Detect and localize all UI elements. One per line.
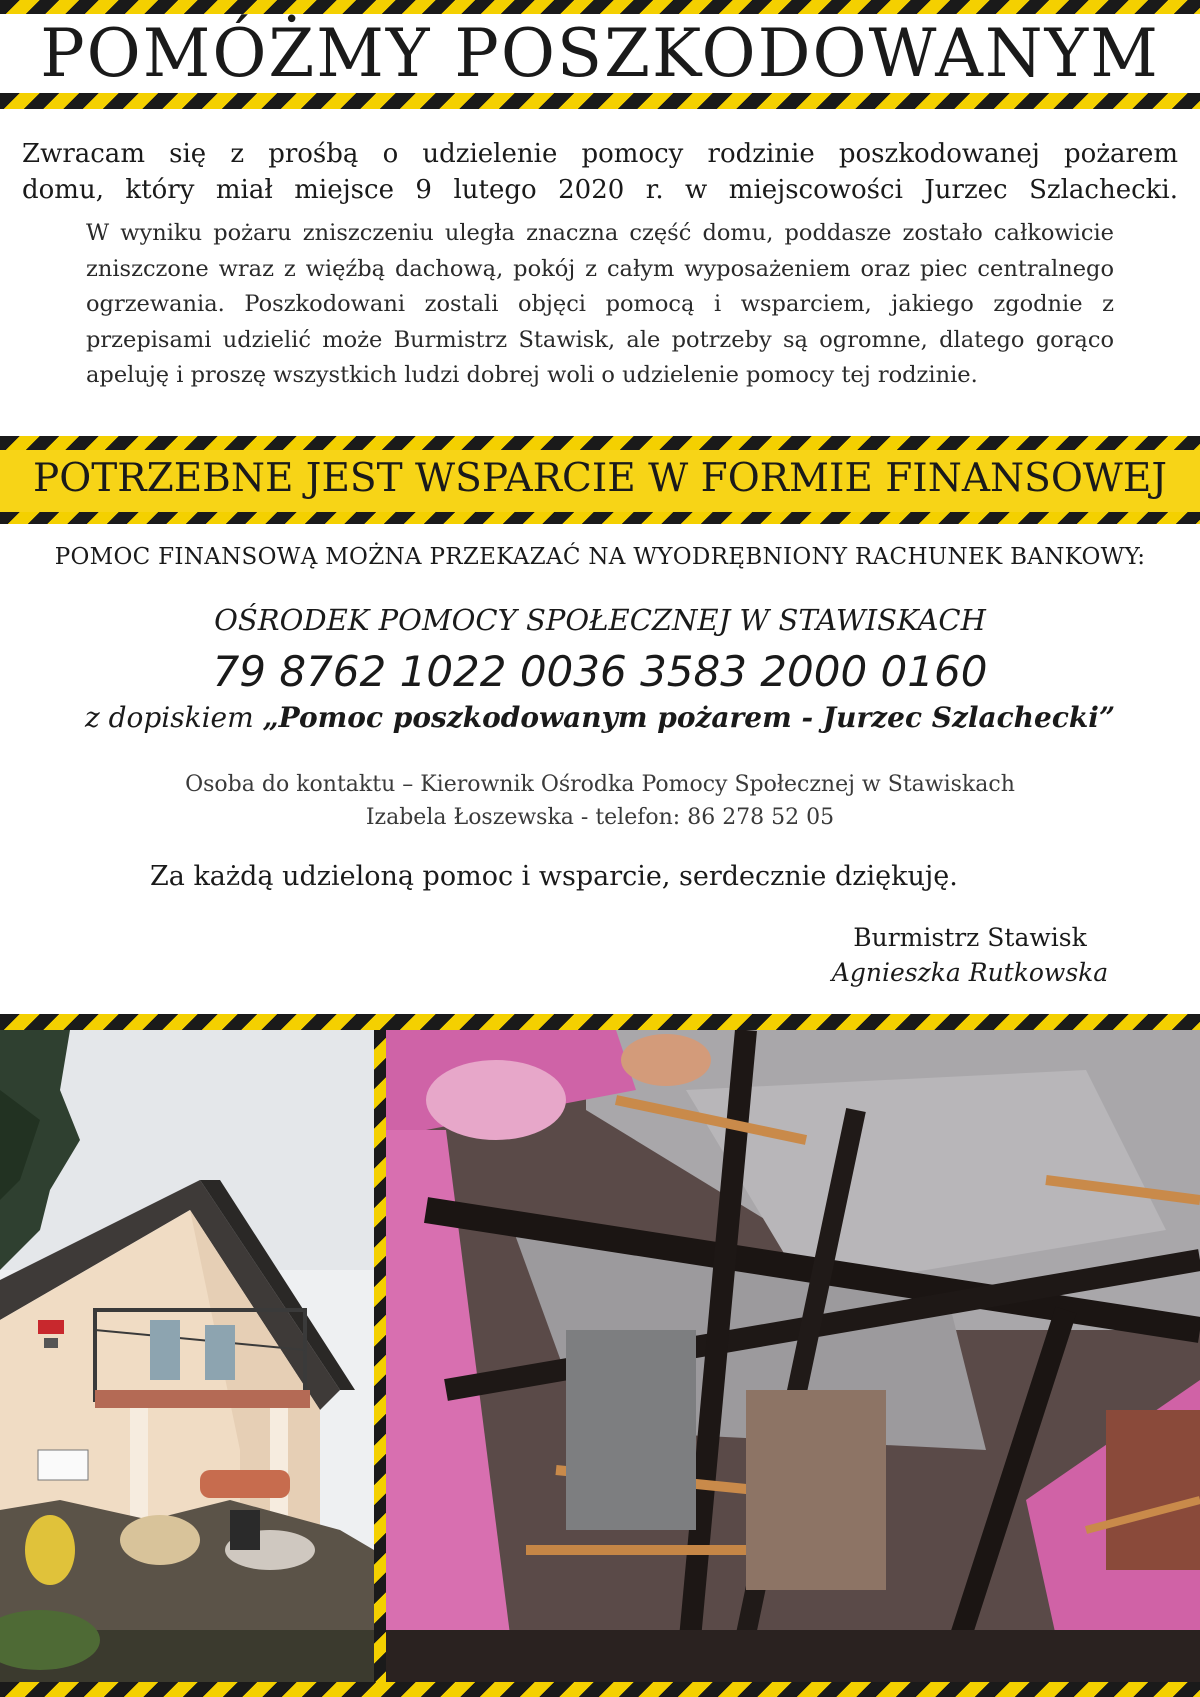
hazard-stripe-band-top — [0, 436, 1200, 450]
thanks-text: Za każdą udzieloną pomoc i wsparcie, serdecznie dziękuję. — [150, 861, 958, 892]
bank-account-number[interactable]: 79 8762 1022 0036 3583 2000 0160 — [212, 647, 988, 696]
hazard-stripe-band-bottom — [0, 512, 1200, 524]
transfer-info: POMOC FINANSOWĄ MOŻNA PRZEKAZAĆ NA WYODRĘBNIONY RACHUNEK BANKOWY: — [54, 544, 1146, 570]
hazard-stripe-bottom — [0, 1682, 1200, 1697]
signature — [820, 920, 1120, 990]
recipient-name: OŚRODEK POMOCY SPOŁECZNEJ W STAWISKACH — [214, 603, 986, 637]
house-photo — [0, 1030, 374, 1682]
hazard-stripe-top — [0, 0, 1200, 14]
contact-info — [0, 768, 1200, 834]
signature-name: Agnieszka Rutkowska — [831, 958, 1109, 987]
burned-ceiling-image — [386, 1030, 1200, 1682]
hazard-stripe-photos-top — [0, 1014, 1200, 1030]
support-band-title: POTRZEBNE JEST WSPARCIE W FORMIE FINANSOWEJ — [33, 456, 1167, 501]
transfer-note-title: „Pomoc poszkodowanym pożarem - Jurzec Szlachecki” — [262, 701, 1116, 734]
hazard-stripe-under-title — [0, 93, 1200, 109]
contact-line-1: Osoba do kontaktu – Kierownik Ośrodka Pomocy Społecznej w Stawiskach — [185, 772, 1015, 797]
description-paragraph: W wyniku pożaru zniszczeniu uległa znaczna część domu, poddasze zostało całkowicie zniszczone wraz z więźbą dachową, pokój z całym wyposażeniem oraz piec centralnego ogrzewania. Poszkodowani zostali objęci pomocą i wsparciem, jakiego zgodnie z przepisami udzielić może Burmistrz Stawisk, ale potrzeby są ogromne, dlatego gorąco apeluję i proszę wszystkich ludzi dobrej woli o udzielenie pomocy tej rodzinie. — [86, 220, 1114, 388]
intro-line-1: Zwracam się z prośbą o udzielenie pomocy rodzinie poszkodowanej pożarem — [22, 139, 1178, 169]
contact-line-2: Izabela Łoszewska - telefon: 86 278 52 05 — [365, 805, 835, 830]
hazard-stripe-photo-divider — [374, 1030, 386, 1682]
house-image — [0, 1030, 374, 1682]
page-title: POMÓŻMY POSZKODOWANYM — [40, 15, 1160, 92]
intro-line-2: domu, który miał miejsce 9 lutego 2020 r. w miejscowości Jurzec Szlachecki. — [22, 175, 1178, 205]
transfer-note — [0, 698, 1200, 738]
signature-role: Burmistrz Stawisk — [853, 923, 1087, 952]
transfer-note-prefix: z dopiskiem — [84, 701, 263, 734]
burned-ceiling-photo — [386, 1030, 1200, 1682]
intro-paragraph — [22, 136, 1178, 208]
